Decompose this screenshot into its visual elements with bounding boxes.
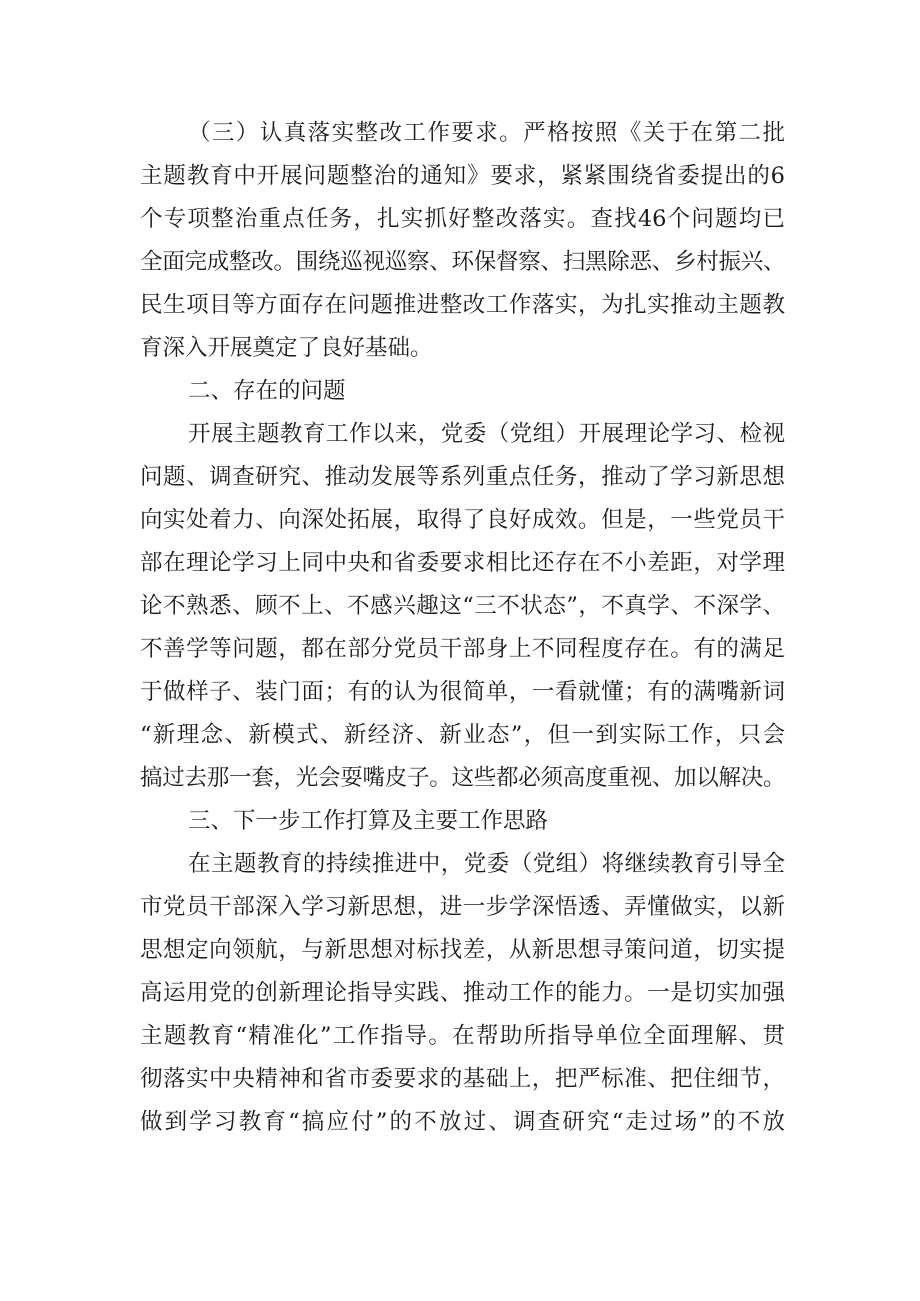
body-line: 问题、调查研究、推动发展等系列重点任务，推动了学习新思想: [140, 464, 785, 490]
body-line: （三）认真落实整改工作要求。严格按照《关于在第二批: [188, 120, 785, 146]
body-line: 彻落实中央精神和省市委要求的基础上，把严标准、把住细节，: [140, 1066, 785, 1092]
body-line: 在主题教育的持续推进中，党委（党组）将继续教育引导全: [188, 851, 785, 877]
body-line: 民生项目等方面存在问题推进整改工作落实，为扎实推动主题教: [140, 292, 785, 318]
body-line: 主题教育“精准化”工作指导。在帮助所指导单位全面理解、贯: [140, 1023, 785, 1049]
section-heading: 二、存在的问题: [188, 378, 346, 404]
body-line: 思想定向领航，与新思想对标找差，从新思想寻策问道，切实提: [140, 937, 785, 963]
body-line: 部在理论学习上同中央和省委要求相比还存在不小差距，对学理: [140, 550, 785, 576]
body-line: 开展主题教育工作以来，党委（党组）开展理论学习、检视: [188, 421, 785, 447]
section-heading: 三、下一步工作打算及主要工作思路: [188, 808, 549, 834]
body-line: 高运用党的创新理论指导实践、推动工作的能力。一是切实加强: [140, 980, 785, 1006]
body-line: 做到学习教育“搞应付”的不放过、调查研究“走过场”的不放: [140, 1109, 785, 1135]
body-line: 市党员干部深入学习新思想，进一步学深悟透、弄懂做实，以新: [140, 894, 785, 920]
body-line: 全面完成整改。围绕巡视巡察、环保督察、扫黑除恶、乡村振兴、: [140, 249, 785, 275]
body-line: 个专项整治重点任务，扎实抓好整改落实。查找46个问题均已: [140, 206, 785, 232]
body-line: 主题教育中开展问题整治的通知》要求，紧紧围绕省委提出的6: [140, 163, 785, 189]
body-line: 向实处着力、向深处拓展，取得了良好成效。但是，一些党员干: [140, 507, 785, 533]
body-line: 育深入开展奠定了良好基础。: [140, 335, 433, 361]
body-line: 于做样子、装门面；有的认为很简单，一看就懂；有的满嘴新词: [140, 679, 785, 705]
document-body: [140, 112, 785, 1144]
body-line: 论不熟悉、顾不上、不感兴趣这“三不状态”，不真学、不深学、: [140, 593, 785, 619]
body-line: 不善学等问题，都在部分党员干部身上不同程度存在。有的满足: [140, 636, 785, 662]
body-line: “新理念、新模式、新经济、新业态”，但一到实际工作，只会: [140, 722, 785, 748]
body-line: 搞过去那一套，光会耍嘴皮子。这些都必须高度重视、加以解决。: [140, 765, 785, 791]
